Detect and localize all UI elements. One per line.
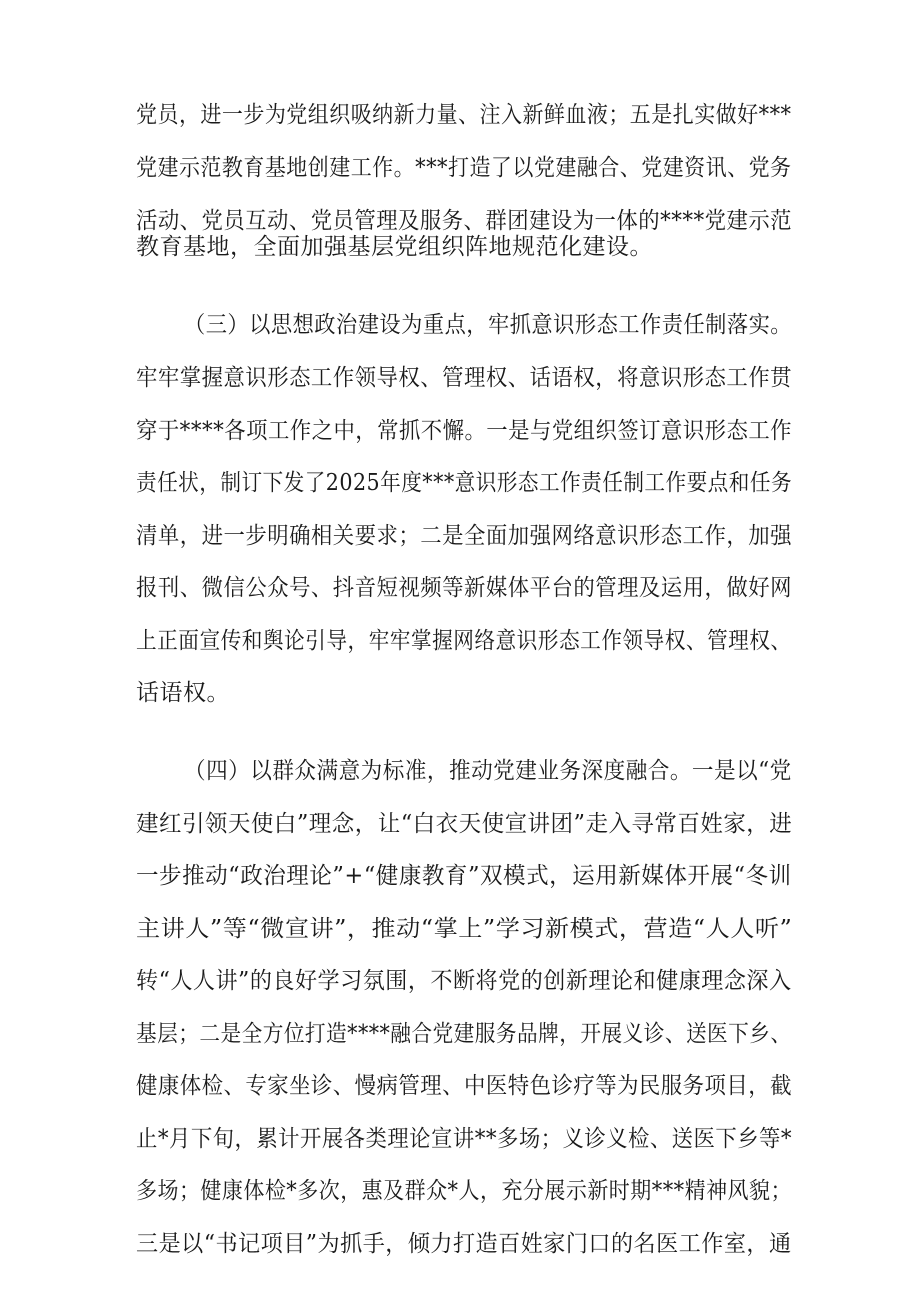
text-line: 建红引领天使白”理念，让“白衣天使宣讲团”走入寻常百姓家，进 — [136, 811, 793, 837]
text-line: 牢牢掌握意识形态工作领导权、管理权、话语权，将意识形态工作贯 — [136, 365, 793, 391]
text-line: 上正面宣传和舆论引导，牢牢掌握网络意识形态工作领导权、管理权、 — [136, 628, 792, 654]
text-line: 活动、党员互动、党员管理及服务、群团建设为一体的****党建示范 — [136, 208, 793, 234]
text-line: 健康体检、专家坐诊、慢病管理、中医特色诊疗等为民服务项目，截 — [136, 1073, 793, 1099]
text-line: 责任状，制订下发了2025年度***意识形态工作责任制工作要点和任务 — [136, 470, 793, 496]
text-line: 教育基地，全面加强基层党组织阵地规范化建设。 — [136, 234, 653, 260]
text-line: 党员，进一步为党组织吸纳新力量、注入新鲜血液；五是扎实做好*** — [136, 102, 792, 128]
text-line: 一步推动“政治理论”+“健康教育”双模式，运用新媒体开展“冬训 — [136, 863, 792, 889]
text-line: 清单，进一步明确相关要求；二是全面加强网络意识形态工作，加强 — [136, 523, 793, 549]
text-line: 穿于****各项工作之中，常抓不懈。一是与党组织签订意识形态工作 — [136, 418, 793, 444]
text-line: 转“人人讲”的良好学习氛围，不断将党的创新理论和健康理念深入 — [136, 968, 792, 994]
text-line: 话语权。 — [136, 680, 230, 706]
text-line: 主讲人”等“微宣讲”，推动“掌上”学习新模式，营造“人人听” — [136, 916, 793, 942]
text-line: 止*月下旬，累计开展各类理论宣讲**多场；义诊义检、送医下乡等* — [136, 1126, 793, 1152]
paragraph-heading: （四）以群众满意为标准，推动党建业务深度融合。一是以“党 — [184, 758, 792, 784]
paragraph-heading: （三）以思想政治建设为重点，牢抓意识形态工作责任制落实。 — [184, 312, 792, 338]
text-line: 报刊、微信公众号、抖音短视频等新媒体平台的管理及运用，做好网 — [136, 575, 793, 601]
text-line: 多场；健康体检*多次，惠及群众*人，充分展示新时期***精神风貌； — [136, 1178, 792, 1204]
text-line: 三是以“书记项目”为抓手，倾力打造百姓家门口的名医工作室，通 — [136, 1231, 792, 1257]
text-line: 基层；二是全方位打造****融合党建服务品牌，开展义诊、送医下乡、 — [136, 1021, 792, 1047]
text-line: 党建示范教育基地创建工作。***打造了以党建融合、党建资讯、党务 — [136, 155, 792, 181]
